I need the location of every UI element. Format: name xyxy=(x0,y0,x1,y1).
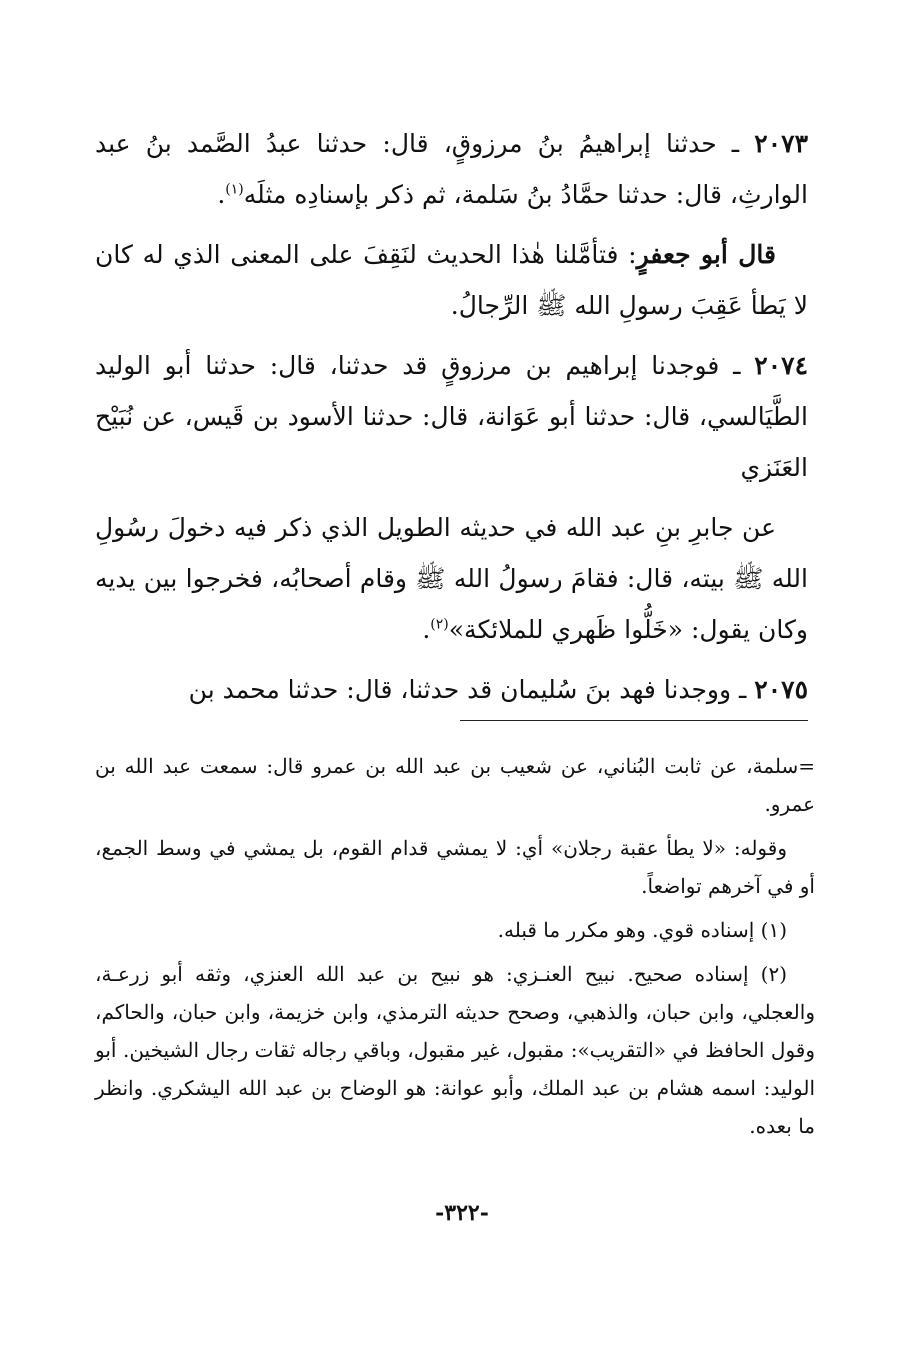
commentary-lead: قال أبو جعفرٍ xyxy=(636,240,776,269)
footnote-1: (١) إسناده قوي. وهو مكرر ما قبله. xyxy=(497,918,787,942)
footnote-2: (٢) إسناده صحيح. نبيح العنـزي: هو نبيح بن عبد الله العنزي، وثقه أبو زرعـة، والعجلي، وابن حبان، والذهبي، وصحح حديثه الترمذي، وابن خزيمة، وابن حبان، والحاكم، وقول الحافظ في «التقريب»: مقبول، غير مقبول، وباقي رجاله ثقات رجال الشيخين. أبو الوليد: اسمه هشام بن عبد الملك، وأبو عوانة: هو الوضاح بن عبد الله اليشكري. وانظر ما بعده. xyxy=(95,962,815,1138)
commentary-text: : فتأمَّلنا هٰذا الحديث لنَقِفَ على المعنى الذي له كان لا يَطأ عَقِبَ رسولِ الله ﷺ الرِّجالُ xyxy=(95,240,808,320)
hadith-number: ٢٠٧٣ xyxy=(754,129,808,158)
hadith-text: ـ حدثنا إبراهيمُ بنُ مرزوقٍ، قال: حدثنا عبدُ الصَّمد بنُ عبد الوارثِ، قال: حدثنا حمَّادُ بنُ سَلمة، ثم ذكر بإسنادِه مثلَه xyxy=(95,129,808,209)
main-text xyxy=(95,118,808,724)
hadith-text: عن جابرِ بنِ عبد الله في حديثه الطويل الذي ذكر فيه دخولَ رسُولِ الله ﷺ بيته، قال: فقامَ رسولُ الله ﷺ وقام أصحابُه، فخرجوا بين يديه وكان يقول: «خَلُّوا ظَهري للملائكة» xyxy=(95,513,808,644)
commentary-abu-jafar: قال أبو جعفرٍ: فتأمَّلنا هٰذا الحديث لنَقِفَ على المعنى الذي له كان لا يَطأ عَقِبَ رسولِ الله ﷺ الرِّجالُ. xyxy=(95,240,808,320)
footnotes xyxy=(95,747,815,1151)
hadith-2074 xyxy=(95,340,808,493)
page-number: -٣٢٢- xyxy=(435,1200,489,1226)
hadith-number: ٢٠٧٥ xyxy=(754,675,808,704)
hadith-2074-matn: عن جابرِ بنِ عبد الله في حديثه الطويل الذي ذكر فيه دخولَ رسُولِ الله ﷺ بيته، قال: فقامَ رسولُ الله ﷺ وقام أصحابُه، فخرجوا بين يديه وكان يقول: «خَلُّوا ظَهري للملائكة»$^{(٢)}$. xyxy=(95,513,808,644)
hadith-text: ـ ووجدنا فهد بنَ سُليمان قد حدثنا، قال: حدثنا محمد بن xyxy=(188,675,755,704)
hadith-2075 xyxy=(95,664,808,715)
footnote-marker: (١) xyxy=(225,181,244,198)
hadith-2073: ٢٠٧٣ ـ حدثنا إبراهيمُ بنُ مرزوقٍ، قال: حدثنا عبدُ الصَّمد بنُ عبد الوارثِ، قال: حدثنا حمَّادُ بنُ سَلمة، ثم ذكر بإسنادِه مثلَه$^{(١)}$. xyxy=(95,129,808,209)
hadith-text: ـ فوجدنا إبراهيم بن مرزوقٍ قد حدثنا، قال: حدثنا أبو الوليد الطَّيَالسي، قال: حدثنا أبو عَوَانة، قال: حدثنا الأسود بن قَيس، عن نُبَيْح العَنَزي xyxy=(95,351,808,482)
footnote-continuation: =سلمة، عن ثابت البُناني، عن شعيب بن عبد الله بن عمرو قال: سمعت عبد الله بن عمرو. xyxy=(95,754,815,816)
footnote-explanation: وقوله: «لا يطأ عقبة رجلان» أي: لا يمشي قدام القوم، بل يمشي في وسط الجمع، أو في آخرهم تواضعاً. xyxy=(95,836,815,898)
hadith-number: ٢٠٧٤ xyxy=(754,351,808,380)
footnote-marker: (٢) xyxy=(430,616,449,633)
footnote-divider xyxy=(460,720,808,721)
